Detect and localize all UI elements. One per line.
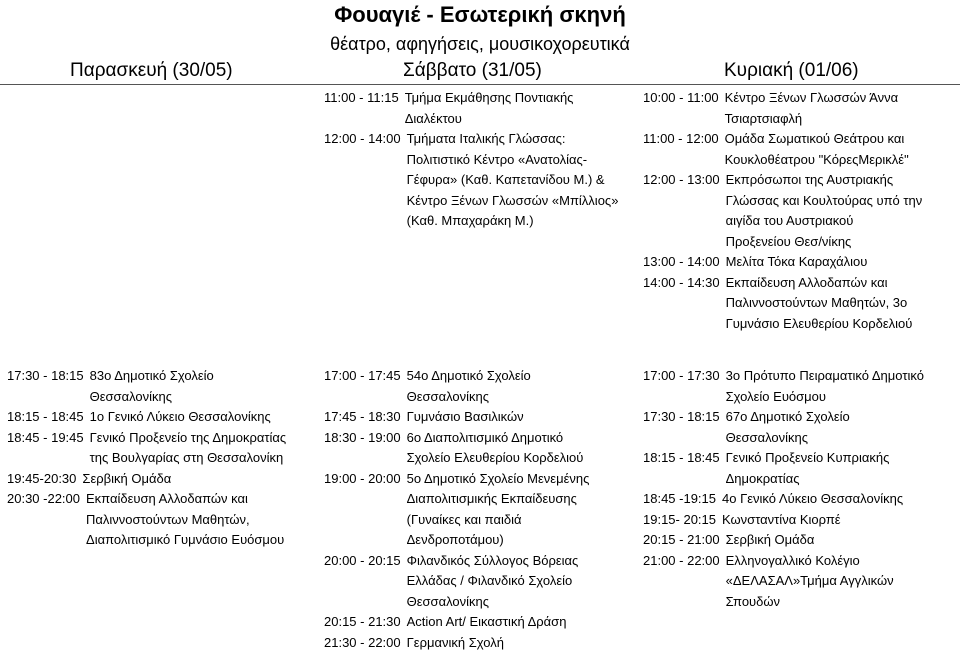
entry-description bbox=[407, 129, 636, 232]
schedule-entry bbox=[7, 407, 319, 428]
entry-time: 18:15 - 18:45 bbox=[643, 448, 720, 489]
entry-line: (Καθ. Μπαχαράκη Μ.) bbox=[407, 211, 636, 232]
entry-description bbox=[726, 551, 958, 613]
day-header-sunday: Κυριακή (01/06) bbox=[724, 60, 859, 82]
entry-line: Θεσσαλονίκης bbox=[407, 592, 636, 613]
entry-description bbox=[90, 407, 319, 428]
schedule-sunday-morning bbox=[643, 88, 958, 334]
entry-description bbox=[726, 273, 958, 335]
entry-line: Ελλάδας / Φιλανδικό Σχολείο bbox=[407, 571, 636, 592]
entry-line: Σπουδών bbox=[726, 592, 958, 613]
schedule-entry bbox=[643, 530, 958, 551]
entry-time: 19:45-20:30 bbox=[7, 469, 76, 490]
entry-line: Τμήματα Ιταλικής Γλώσσας: bbox=[407, 129, 636, 150]
schedule-entry bbox=[643, 273, 958, 335]
entry-description bbox=[407, 551, 636, 613]
entry-time: 18:45 -19:15 bbox=[643, 489, 716, 510]
schedule-entry bbox=[7, 428, 319, 469]
entry-time: 18:30 - 19:00 bbox=[324, 428, 401, 469]
entry-line: Θεσσαλονίκης bbox=[90, 387, 319, 408]
entry-line: Θεσσαλονίκης bbox=[726, 428, 958, 449]
entry-line: Εκπαίδευση Αλλοδαπών και bbox=[86, 489, 319, 510]
entry-line: Σχολείο Ευόσμου bbox=[726, 387, 958, 408]
entry-line: Τμήμα Εκμάθησης Ποντιακής bbox=[405, 88, 636, 109]
entry-line: Σχολείο Ελευθερίου Κορδελιού bbox=[407, 448, 636, 469]
entry-time: 12:00 - 14:00 bbox=[324, 129, 401, 232]
entry-time: 18:45 - 19:45 bbox=[7, 428, 84, 469]
schedule-entry bbox=[643, 510, 958, 531]
entry-description bbox=[722, 489, 958, 510]
entry-time: 11:00 - 12:00 bbox=[643, 129, 719, 170]
page-subtitle: θέατρο, αφηγήσεις, μουσικοχορευτικά bbox=[0, 33, 960, 55]
entry-description bbox=[726, 448, 958, 489]
entry-time: 17:30 - 18:15 bbox=[7, 366, 84, 407]
entry-description bbox=[405, 88, 636, 129]
entry-description bbox=[726, 366, 958, 407]
schedule-entry bbox=[7, 489, 319, 551]
entry-time: 21:30 - 22:00 bbox=[324, 633, 401, 653]
entry-time: 17:00 - 17:45 bbox=[324, 366, 401, 407]
entry-description bbox=[90, 366, 319, 407]
entry-time: 17:00 - 17:30 bbox=[643, 366, 720, 407]
schedule-saturday-morning bbox=[324, 88, 636, 232]
schedule-entry bbox=[643, 129, 958, 170]
entry-line: 67ο Δημοτικό Σχολείο bbox=[726, 407, 958, 428]
schedule-entry bbox=[7, 469, 319, 490]
entry-line: Θεσσαλονίκης bbox=[407, 387, 636, 408]
entry-line: Σερβική Ομάδα bbox=[82, 469, 319, 490]
entry-line: της Βουλγαρίας στη Θεσσαλονίκη bbox=[90, 448, 319, 469]
entry-line: (Γυναίκες και παιδιά bbox=[407, 510, 636, 531]
schedule-entry bbox=[324, 612, 636, 633]
schedule-friday-afternoon bbox=[7, 366, 319, 551]
entry-description bbox=[407, 428, 636, 469]
entry-line: Γλώσσας και Κουλτούρας υπό την bbox=[726, 191, 958, 212]
entry-line: Γυμνάσιο Βασιλικών bbox=[407, 407, 636, 428]
entry-line: Παλιννοστούντων Μαθητών, bbox=[86, 510, 319, 531]
schedule-entry bbox=[7, 366, 319, 407]
day-header-row bbox=[0, 58, 960, 85]
entry-line: Κωνσταντίνα Κιορπέ bbox=[722, 510, 958, 531]
entry-line: 83ο Δημοτικό Σχολείο bbox=[90, 366, 319, 387]
schedule-entry bbox=[643, 252, 958, 273]
page-title: Φουαγιέ - Εσωτερική σκηνή bbox=[0, 2, 960, 28]
entry-line: Δενδροποτάμου) bbox=[407, 530, 636, 551]
entry-description bbox=[407, 633, 636, 653]
entry-line: Γενικό Προξενείο της Δημοκρατίας bbox=[90, 428, 319, 449]
schedule-entry bbox=[643, 170, 958, 252]
schedule-sunday-afternoon bbox=[643, 366, 958, 612]
entry-time: 12:00 - 13:00 bbox=[643, 170, 720, 252]
entry-line: Διαλέκτου bbox=[405, 109, 636, 130]
schedule-entry bbox=[643, 489, 958, 510]
entry-time: 14:00 - 14:30 bbox=[643, 273, 720, 335]
entry-description bbox=[722, 510, 958, 531]
entry-line: Διαπολιτισμικής Εκπαίδευσης bbox=[407, 489, 636, 510]
entry-line: Φιλανδικός Σύλλογος Βόρειας bbox=[407, 551, 636, 572]
entry-description bbox=[407, 366, 636, 407]
entry-line: «ΔΕΛΑΣΑΛ»Τμήμα Αγγλικών bbox=[726, 571, 958, 592]
entry-description bbox=[726, 252, 958, 273]
entry-time: 20:15 - 21:00 bbox=[643, 530, 720, 551]
schedule-entry bbox=[324, 551, 636, 613]
entry-line: Δημοκρατίας bbox=[726, 469, 958, 490]
entry-line: Τσιαρτσιαφλή bbox=[725, 109, 958, 130]
entry-description bbox=[407, 407, 636, 428]
entry-line: Μελίτα Τόκα Καραχάλιου bbox=[726, 252, 958, 273]
schedule-entry bbox=[643, 407, 958, 448]
entry-time: 13:00 - 14:00 bbox=[643, 252, 720, 273]
entry-line: Διαπολιτισμικό Γυμνάσιο Ευόσμου bbox=[86, 530, 319, 551]
entry-line: Παλιννοστούντων Μαθητών, 3ο bbox=[726, 293, 958, 314]
entry-line: αιγίδα του Αυστριακού bbox=[726, 211, 958, 232]
entry-time: 19:00 - 20:00 bbox=[324, 469, 401, 551]
entry-line: Γυμνάσιο Ελευθερίου Κορδελιού bbox=[726, 314, 958, 335]
entry-description bbox=[90, 428, 319, 469]
entry-line: Κέντρο Ξένων Γλωσσών Άννα bbox=[725, 88, 958, 109]
entry-line: Κουκλοθέατρου "ΚόρεςΜερικλέ" bbox=[725, 150, 958, 171]
entry-line: 5ο Δημοτικό Σχολείο Μενεμένης bbox=[407, 469, 636, 490]
entry-line: Πολιτιστικό Κέντρο «Ανατολίας- bbox=[407, 150, 636, 171]
day-header-friday: Παρασκευή (30/05) bbox=[70, 60, 233, 82]
entry-time: 10:00 - 11:00 bbox=[643, 88, 719, 129]
entry-time: 21:00 - 22:00 bbox=[643, 551, 720, 613]
schedule-entry bbox=[643, 88, 958, 129]
entry-line: Ομάδα Σωματικού Θεάτρου και bbox=[725, 129, 958, 150]
entry-description bbox=[726, 530, 958, 551]
entry-time: 19:15- 20:15 bbox=[643, 510, 716, 531]
schedule-entry bbox=[324, 469, 636, 551]
schedule-entry bbox=[643, 366, 958, 407]
schedule-entry bbox=[324, 428, 636, 469]
schedule-entry bbox=[324, 407, 636, 428]
entry-line: 3ο Πρότυπο Πειραματικό Δημοτικό bbox=[726, 366, 958, 387]
day-header-saturday: Σάββατο (31/05) bbox=[403, 60, 542, 82]
entry-description bbox=[725, 88, 958, 129]
entry-description bbox=[86, 489, 319, 551]
entry-line: Κέντρο Ξένων Γλωσσών «Μπίλλιος» bbox=[407, 191, 636, 212]
entry-line: Ελληνογαλλικό Κολέγιο bbox=[726, 551, 958, 572]
entry-line: Σερβική Ομάδα bbox=[726, 530, 958, 551]
entry-time: 17:45 - 18:30 bbox=[324, 407, 401, 428]
entry-line: Προξενείου Θεσ/νίκης bbox=[726, 232, 958, 253]
entry-line: 54ο Δημοτικό Σχολείο bbox=[407, 366, 636, 387]
entry-description bbox=[82, 469, 319, 490]
entry-description bbox=[726, 407, 958, 448]
entry-time: 20:15 - 21:30 bbox=[324, 612, 401, 633]
schedule-entry bbox=[324, 633, 636, 653]
schedule-entry bbox=[324, 366, 636, 407]
entry-description bbox=[725, 129, 958, 170]
entry-line: Γενικό Προξενείο Κυπριακής bbox=[726, 448, 958, 469]
schedule-entry bbox=[643, 551, 958, 613]
entry-time: 17:30 - 18:15 bbox=[643, 407, 720, 448]
entry-line: Εκπρόσωποι της Αυστριακής bbox=[726, 170, 958, 191]
entry-time: 11:00 - 11:15 bbox=[324, 88, 399, 129]
entry-line: Action Art/ Εικαστική Δράση bbox=[407, 612, 636, 633]
entry-description bbox=[407, 612, 636, 633]
schedule-entry bbox=[324, 129, 636, 232]
entry-line: 6ο Διαπολιτισμικό Δημοτικό bbox=[407, 428, 636, 449]
entry-line: Γερμανική Σχολή bbox=[407, 633, 636, 653]
entry-line: 1ο Γενικό Λύκειο Θεσσαλονίκης bbox=[90, 407, 319, 428]
entry-time: 20:30 -22:00 bbox=[7, 489, 80, 551]
entry-description bbox=[726, 170, 958, 252]
entry-line: Εκπαίδευση Αλλοδαπών και bbox=[726, 273, 958, 294]
schedule-saturday-afternoon bbox=[324, 366, 636, 653]
schedule-entry bbox=[643, 448, 958, 489]
entry-time: 20:00 - 20:15 bbox=[324, 551, 401, 613]
entry-line: 4ο Γενικό Λύκειο Θεσσαλονίκης bbox=[722, 489, 958, 510]
entry-time: 18:15 - 18:45 bbox=[7, 407, 84, 428]
entry-line: Γέφυρα» (Καθ. Καπετανίδου Μ.) & bbox=[407, 170, 636, 191]
entry-description bbox=[407, 469, 636, 551]
schedule-entry bbox=[324, 88, 636, 129]
